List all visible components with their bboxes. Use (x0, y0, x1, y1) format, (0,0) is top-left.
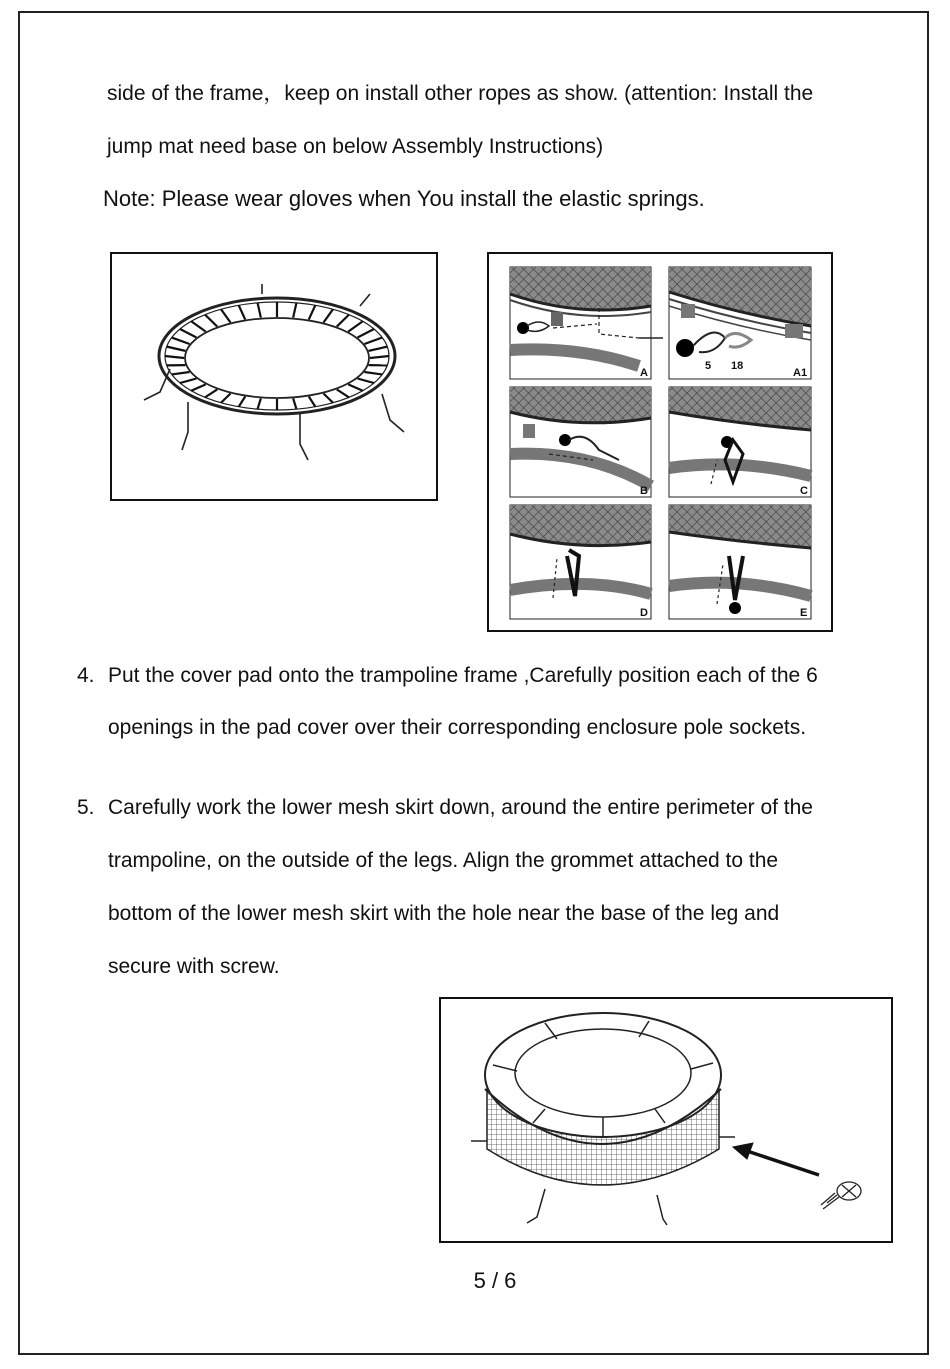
rope-install-panels (489, 254, 831, 630)
intro-line-2: jump mat need base on below Assembly Instructions) (107, 135, 604, 158)
mesh-skirt-figure (439, 997, 893, 1243)
step-5-line-3: bottom of the lower mesh skirt with the hole near the base of the leg and (108, 902, 780, 925)
trampoline-frame-drawing (112, 254, 436, 499)
step-5-line-4: secure with screw. (108, 955, 280, 978)
step-4-number: 4. (77, 664, 95, 687)
panel-d (510, 505, 651, 619)
gloves-note: Note: Please wear gloves when You install the elastic springs. (103, 186, 705, 211)
label-b: B (640, 485, 648, 497)
spring (358, 379, 374, 384)
spring (348, 384, 363, 390)
spring (309, 305, 315, 319)
panel-c (669, 387, 811, 497)
spring (191, 321, 206, 331)
label-e: E (800, 607, 808, 619)
spring (239, 305, 245, 319)
spring (324, 309, 334, 322)
spring (364, 372, 382, 374)
spring (205, 389, 217, 397)
spring (309, 397, 315, 407)
spring (172, 372, 190, 374)
spring (348, 321, 363, 331)
intro-line-1: side of the frame，keep on install other ropes as show. (attention: Install the (107, 82, 814, 105)
spring (239, 397, 245, 407)
label-a1: A1 (793, 367, 808, 379)
step-5-number: 5. (77, 796, 95, 819)
spring (324, 394, 334, 403)
spring (221, 394, 231, 403)
step-5-line-2: trampoline, on the outside of the legs. Align the grommet attached to the (108, 849, 779, 872)
callout-18: 18 (731, 360, 744, 372)
panel-e (669, 505, 811, 619)
callout-5: 5 (705, 360, 712, 372)
spring (167, 347, 186, 351)
spring (258, 303, 261, 318)
spring (358, 329, 374, 338)
spring (337, 315, 349, 327)
label-c: C (800, 485, 808, 497)
panel-a (510, 267, 663, 379)
spring (370, 356, 389, 358)
step-4-line-2: openings in the pad cover over their corresponding enclosure pole sockets. (108, 716, 807, 739)
spring (258, 398, 261, 409)
spring (205, 315, 217, 327)
spring (293, 398, 296, 409)
spring (172, 338, 190, 344)
spring (293, 303, 296, 318)
screw-icon (821, 1182, 861, 1209)
trampoline-frame-figure (110, 252, 438, 501)
panel-b (510, 387, 651, 497)
step-4-line-1: Put the cover pad onto the trampoline frame ,Carefully position each of the 6 (108, 664, 818, 687)
label-d: D (640, 607, 648, 619)
page-number: 5 / 6 (473, 1268, 517, 1293)
spring (364, 338, 382, 344)
rope-install-steps-figure (487, 252, 833, 632)
spring (165, 356, 184, 358)
spring (180, 379, 196, 384)
spring (221, 309, 231, 322)
spring (337, 389, 349, 397)
mesh-skirt-drawing (441, 999, 891, 1241)
spring (191, 384, 206, 390)
spring (369, 347, 388, 351)
step-5-line-1: Carefully work the lower mesh skirt down, around the entire perimeter of the (108, 796, 813, 819)
label-a: A (640, 367, 648, 379)
spring (180, 329, 196, 338)
